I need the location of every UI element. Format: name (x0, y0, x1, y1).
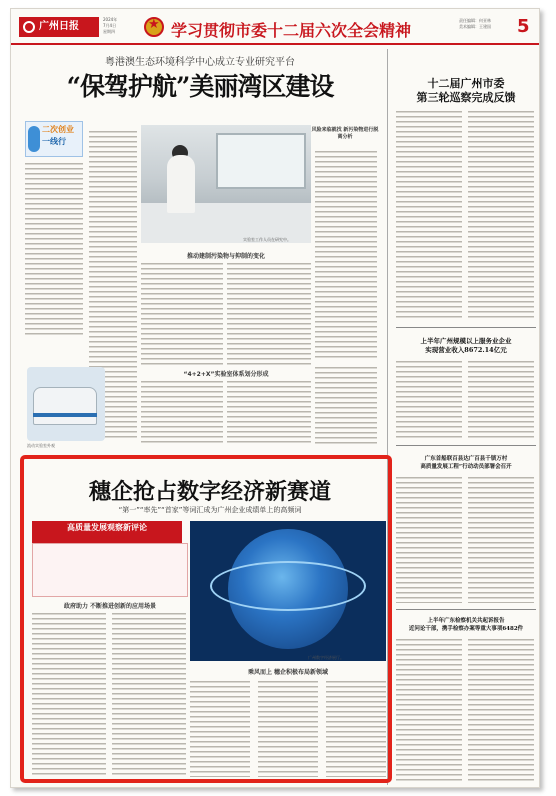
body-text-column (315, 365, 377, 445)
body-text-column (141, 379, 223, 445)
body-text-column (396, 475, 462, 603)
side-note: 风险来临就找 新污染物进行脱离分析 (311, 127, 379, 140)
photo-person (167, 155, 195, 213)
badge-top-text: 二次创业 (42, 125, 74, 134)
body-text-column (227, 379, 311, 445)
column-promo-label: 高质量发展观察新评论 (32, 521, 182, 543)
body-text-column (326, 679, 386, 777)
body-text-column (112, 611, 186, 777)
body-text-column (32, 611, 106, 777)
badge-ring-icon (28, 126, 40, 152)
editor-line: 责任编辑：何亚林 (459, 18, 491, 23)
highlighted-feature-article[interactable] (20, 455, 392, 783)
subheading: 推动建制污染物与抑制的变化 (186, 253, 265, 260)
section-subheading: 乘风而上 穗企积极布局新领域 (247, 669, 329, 676)
editor-credits (459, 18, 491, 30)
date-block (103, 17, 117, 35)
section-banner: 学习贯彻市委十二届六次全会精神 (171, 21, 412, 40)
subheading: “4+2+X”实验室体系划分形成 (183, 371, 269, 378)
right-story-headline: 十二届广州市委 第三轮巡察完成反馈 (416, 77, 516, 104)
body-text-column (315, 149, 377, 359)
photo-van-stripe (33, 413, 97, 417)
body-text-column (468, 109, 534, 319)
body-text-column (468, 637, 534, 783)
photo-caption: 流动实验室外观 (27, 443, 55, 448)
right-story-headline: 上半年广东检察机关共起诉报告 近问论干部，携手检察办案等重大事项6482件 (408, 618, 524, 632)
editor-line: 美术编辑：王建国 (459, 24, 491, 29)
newspaper-page (10, 8, 540, 788)
feature-headline: 穗企抢占数字经济新赛道 (88, 479, 331, 505)
photo-orbit-ring (210, 561, 366, 611)
van-photo (27, 367, 105, 441)
section-rule (396, 327, 536, 328)
lab-photo (141, 125, 311, 243)
body-text-column (468, 475, 534, 603)
party-emblem-icon (144, 17, 164, 37)
column-badge (25, 121, 83, 157)
paper-logo (19, 17, 99, 37)
body-text-column (141, 261, 223, 365)
body-text-column (190, 679, 250, 777)
top-story-kicker: 粤港澳生态环境科学中心成立专业研究平台 (105, 57, 295, 68)
body-text-column (468, 359, 534, 439)
body-text-column (25, 161, 83, 337)
section-subheading: 政府助力 不断推进创新的应用场景 (63, 603, 157, 610)
body-text-column (396, 359, 462, 439)
column-promo-sub: 现代化产业体系建设 (89, 535, 125, 540)
badge-bottom-text: 一线行 (42, 137, 66, 146)
photo-window (216, 133, 306, 189)
photo-van-body (33, 387, 97, 425)
photo-caption: 实验室工作人员在研究中。 (243, 237, 291, 242)
date-line: 7月4日 (103, 23, 117, 28)
logo-ring-icon (23, 21, 35, 33)
top-story-headline: “保驾护航”美丽湾区建设 (66, 72, 334, 101)
masthead (11, 9, 540, 45)
editor-note-box (32, 543, 188, 597)
masthead-rule (11, 43, 540, 45)
body-text-column (396, 109, 462, 319)
paper-name: 广州日报 (39, 21, 79, 32)
digital-economy-photo (190, 521, 386, 661)
section-rule (396, 609, 536, 610)
section-rule (396, 445, 536, 446)
right-story-headline: 上半年广州规模以上服务业企业 实现营业收入8672.14亿元 (420, 337, 512, 354)
feature-subtitle: “第一”“率先”“首家”等词汇成为广州企业成绩单上的高频词 (118, 506, 302, 514)
photo-caption: 广州数字经济展厅。 (308, 655, 344, 660)
body-text-column (258, 679, 318, 777)
body-text-column (227, 261, 311, 365)
page-number: 5 (517, 16, 530, 37)
body-text-column (396, 637, 462, 783)
date-line: 星期四 (103, 29, 115, 34)
right-story-headline: 广东首船联百县达广百县千锁万村 高质量发展工程”行动动员部署会召开 (420, 456, 512, 470)
date-line: 2024年 (103, 17, 118, 22)
